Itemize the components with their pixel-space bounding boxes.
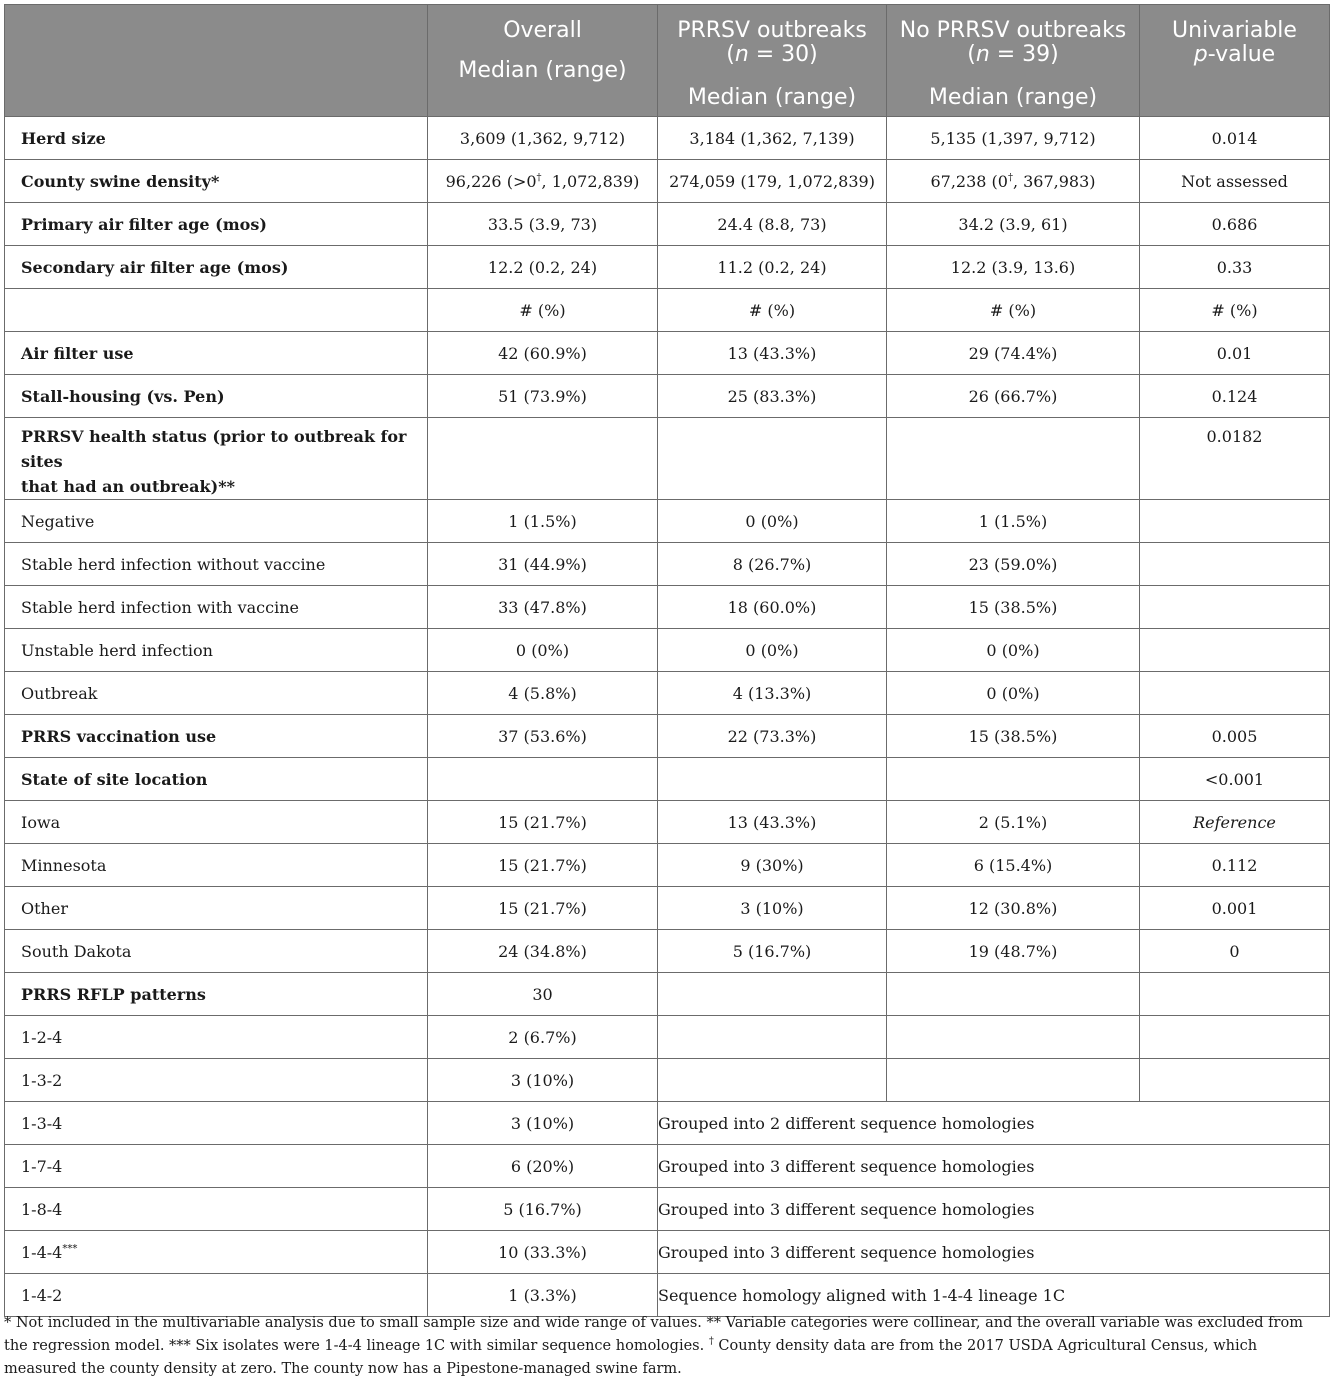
row-label: 1-4-2 bbox=[5, 1274, 428, 1317]
cell-outbreak bbox=[658, 973, 887, 1016]
cell-overall: 24 (34.8%) bbox=[428, 930, 658, 973]
row-1-4-4 bbox=[5, 1231, 1330, 1274]
header-outbreaks-title: PRRSV outbreaks bbox=[677, 18, 867, 43]
cell-outbreak bbox=[658, 1016, 887, 1059]
header-pvalue-suffix: -value bbox=[1207, 42, 1276, 67]
cell-outbreak bbox=[658, 1059, 887, 1102]
cell-no-outbreak bbox=[887, 1016, 1140, 1059]
cell-outbreak: 3,184 (1,362, 7,139) bbox=[658, 117, 887, 160]
row-minnesota bbox=[5, 844, 1330, 887]
cell-no-outbreak bbox=[887, 160, 1140, 203]
row-stable-vax bbox=[5, 586, 1330, 629]
cell-overall: 15 (21.7%) bbox=[428, 887, 658, 930]
cell-no-outbreak: 15 (38.5%) bbox=[887, 715, 1140, 758]
cell-outbreak: 8 (26.7%) bbox=[658, 543, 887, 586]
cell-pvalue bbox=[1140, 586, 1330, 629]
row-air-filter-use bbox=[5, 332, 1330, 375]
cell-no-outbreak: 19 (48.7%) bbox=[887, 930, 1140, 973]
row-label: PRRS vaccination use bbox=[5, 715, 428, 758]
row-1-2-4 bbox=[5, 1016, 1330, 1059]
header-outbreaks-n-var: n bbox=[734, 42, 749, 67]
cell-note: Sequence homology aligned with 1-4-4 lineage 1C bbox=[658, 1274, 1330, 1317]
cell-pvalue bbox=[1140, 1016, 1330, 1059]
row-label bbox=[5, 418, 428, 500]
cell-overall: 1 (1.5%) bbox=[428, 500, 658, 543]
row-1-7-4 bbox=[5, 1145, 1330, 1188]
cell-outbreak: 0 (0%) bbox=[658, 629, 887, 672]
cell-overall: 15 (21.7%) bbox=[428, 844, 658, 887]
cell-overall: 1 (3.3%) bbox=[428, 1274, 658, 1317]
row-outbreak bbox=[5, 672, 1330, 715]
cell-no-outbreak: 29 (74.4%) bbox=[887, 332, 1140, 375]
cell-outbreak: 9 (30%) bbox=[658, 844, 887, 887]
cell-pvalue: 0.005 bbox=[1140, 715, 1330, 758]
cell-overall: 4 (5.8%) bbox=[428, 672, 658, 715]
row-secondary-filter bbox=[5, 246, 1330, 289]
table-footnote bbox=[4, 1312, 1329, 1381]
cell-outbreak: 3 (10%) bbox=[658, 887, 887, 930]
cell-overall: 6 (20%) bbox=[428, 1145, 658, 1188]
cell-overall: 12.2 (0.2, 24) bbox=[428, 246, 658, 289]
cell-outbreak: 24.4 (8.8, 73) bbox=[658, 203, 887, 246]
cell-outbreak: 22 (73.3%) bbox=[658, 715, 887, 758]
cell-pvalue: 0.33 bbox=[1140, 246, 1330, 289]
cell-pvalue: 0.686 bbox=[1140, 203, 1330, 246]
cell-no-outbreak: 0 (0%) bbox=[887, 629, 1140, 672]
cell-no-outbreak: 23 (59.0%) bbox=[887, 543, 1140, 586]
cell-pvalue: 0.01 bbox=[1140, 332, 1330, 375]
row-label: 1-2-4 bbox=[5, 1016, 428, 1059]
header-row bbox=[5, 5, 1330, 117]
row-health-status bbox=[5, 418, 1330, 500]
cell-overall bbox=[428, 758, 658, 801]
cell-pvalue bbox=[1140, 973, 1330, 1016]
row-negative bbox=[5, 500, 1330, 543]
row-1-8-4 bbox=[5, 1188, 1330, 1231]
cell-text: 67,238 (0 bbox=[930, 171, 1008, 191]
row-label-blank bbox=[5, 289, 428, 332]
dagger-mark: † bbox=[1007, 172, 1013, 184]
row-label: County swine density* bbox=[5, 160, 428, 203]
cell-no-outbreak: 1 (1.5%) bbox=[887, 500, 1140, 543]
cell-pvalue bbox=[1140, 1059, 1330, 1102]
cell-text: 96,226 (>0 bbox=[445, 171, 537, 191]
cell-overall: 42 (60.9%) bbox=[428, 332, 658, 375]
header-no-outbreaks-n bbox=[893, 43, 1133, 67]
row-label: Minnesota bbox=[5, 844, 428, 887]
header-no-outbreaks-n-post: = 39) bbox=[989, 42, 1059, 67]
row-label: South Dakota bbox=[5, 930, 428, 973]
cell-overall: 3,609 (1,362, 9,712) bbox=[428, 117, 658, 160]
cell-overall: 30 bbox=[428, 973, 658, 1016]
cell-no-outbreak: 34.2 (3.9, 61) bbox=[887, 203, 1140, 246]
cell-no-outbreak: # (%) bbox=[887, 289, 1140, 332]
row-label: Outbreak bbox=[5, 672, 428, 715]
cell-outbreak: 25 (83.3%) bbox=[658, 375, 887, 418]
row-label-line2: that had an outbreak)** bbox=[21, 477, 235, 496]
cell-pvalue: 0.014 bbox=[1140, 117, 1330, 160]
row-label: 1-3-4 bbox=[5, 1102, 428, 1145]
header-pvalue bbox=[1140, 5, 1330, 117]
row-iowa bbox=[5, 801, 1330, 844]
header-no-outbreaks bbox=[887, 5, 1140, 117]
header-pvalue-sub bbox=[1146, 43, 1323, 67]
dagger-mark: † bbox=[708, 1336, 714, 1348]
cell-no-outbreak: 6 (15.4%) bbox=[887, 844, 1140, 887]
row-label: Secondary air filter age (mos) bbox=[5, 246, 428, 289]
cell-pvalue: <0.001 bbox=[1140, 758, 1330, 801]
row-other bbox=[5, 887, 1330, 930]
cell-no-outbreak bbox=[887, 418, 1140, 500]
header-no-outbreaks-n-var: n bbox=[975, 42, 990, 67]
row-label: Other bbox=[5, 887, 428, 930]
cell-no-outbreak: 15 (38.5%) bbox=[887, 586, 1140, 629]
header-no-outbreaks-sub: Median (range) bbox=[928, 85, 1098, 110]
cell-overall: 31 (44.9%) bbox=[428, 543, 658, 586]
row-herd-size bbox=[5, 117, 1330, 160]
cell-note: Grouped into 3 different sequence homologies bbox=[658, 1188, 1330, 1231]
row-label-text: 1-4-4 bbox=[21, 1242, 63, 1262]
cell-outbreak bbox=[658, 758, 887, 801]
row-stall-housing bbox=[5, 375, 1330, 418]
cell-text: , 367,983) bbox=[1012, 171, 1096, 191]
cell-outbreak: 13 (43.3%) bbox=[658, 801, 887, 844]
cell-pvalue bbox=[1140, 543, 1330, 586]
cell-no-outbreak bbox=[887, 973, 1140, 1016]
cell-overall bbox=[428, 160, 658, 203]
cell-pvalue bbox=[1140, 629, 1330, 672]
cell-overall: 2 (6.7%) bbox=[428, 1016, 658, 1059]
cell-no-outbreak: 0 (0%) bbox=[887, 672, 1140, 715]
row-label: PRRS RFLP patterns bbox=[5, 973, 428, 1016]
cell-outbreak: 4 (13.3%) bbox=[658, 672, 887, 715]
cell-outbreak: 274,059 (179, 1,072,839) bbox=[658, 160, 887, 203]
cell-no-outbreak: 12.2 (3.9, 13.6) bbox=[887, 246, 1140, 289]
row-1-3-2 bbox=[5, 1059, 1330, 1102]
row-county-density bbox=[5, 160, 1330, 203]
row-label: Iowa bbox=[5, 801, 428, 844]
cell-pvalue: 0.0182 bbox=[1140, 418, 1330, 500]
cell-overall: 33.5 (3.9, 73) bbox=[428, 203, 658, 246]
header-blank bbox=[5, 5, 428, 117]
header-outbreaks-sub: Median (range) bbox=[687, 85, 857, 110]
row-label: Stable herd infection with vaccine bbox=[5, 586, 428, 629]
row-unstable bbox=[5, 629, 1330, 672]
cell-overall: 3 (10%) bbox=[428, 1102, 658, 1145]
cell-outbreak: 0 (0%) bbox=[658, 500, 887, 543]
cell-overall: 15 (21.7%) bbox=[428, 801, 658, 844]
cell-no-outbreak bbox=[887, 758, 1140, 801]
row-label: 1-8-4 bbox=[5, 1188, 428, 1231]
row-label: State of site location bbox=[5, 758, 428, 801]
header-overall-sub: Median (range) bbox=[458, 58, 627, 83]
row-south-dakota bbox=[5, 930, 1330, 973]
cell-outbreak: 18 (60.0%) bbox=[658, 586, 887, 629]
row-primary-filter bbox=[5, 203, 1330, 246]
row-label bbox=[5, 1231, 428, 1274]
cell-overall: 0 (0%) bbox=[428, 629, 658, 672]
header-no-outbreaks-n-pre: ( bbox=[967, 42, 976, 67]
row-rflp bbox=[5, 973, 1330, 1016]
header-overall bbox=[428, 5, 658, 117]
cell-pvalue bbox=[1140, 500, 1330, 543]
footnote-text: * Not included in the multivariable analysis due to small sample size and wide range of values. ** Variable categories were collinear, and the overall variable was excluded from the regression model. *** Six isolates were 1-4-4 lineage 1C with similar sequence homologies. bbox=[4, 1315, 1303, 1354]
cell-outbreak: 13 (43.3%) bbox=[658, 332, 887, 375]
header-pvalue-p: p bbox=[1193, 42, 1208, 67]
data-table bbox=[4, 4, 1330, 1317]
dagger-mark: † bbox=[536, 172, 542, 184]
cell-overall: 5 (16.7%) bbox=[428, 1188, 658, 1231]
cell-pvalue: Reference bbox=[1140, 801, 1330, 844]
row-label: Primary air filter age (mos) bbox=[5, 203, 428, 246]
header-outbreaks bbox=[658, 5, 887, 117]
header-no-outbreaks-title: No PRRSV outbreaks bbox=[899, 18, 1127, 43]
row-1-3-4 bbox=[5, 1102, 1330, 1145]
row-stable-no-vax bbox=[5, 543, 1330, 586]
header-pvalue-title: Univariable bbox=[1172, 18, 1297, 43]
cell-overall: 51 (73.9%) bbox=[428, 375, 658, 418]
row-label: Herd size bbox=[5, 117, 428, 160]
cell-overall bbox=[428, 418, 658, 500]
row-label: Air filter use bbox=[5, 332, 428, 375]
cell-pvalue: 0.112 bbox=[1140, 844, 1330, 887]
cell-pvalue bbox=[1140, 672, 1330, 715]
cell-pvalue: 0 bbox=[1140, 930, 1330, 973]
footnote-text: County density data are from the 2017 USDA Agricultural Census, which measured the county density at zero. The county now has a Pipestone-managed swine farm. bbox=[4, 1338, 1258, 1377]
cell-outbreak: 11.2 (0.2, 24) bbox=[658, 246, 887, 289]
cell-pvalue: # (%) bbox=[1140, 289, 1330, 332]
cell-pvalue: 0.124 bbox=[1140, 375, 1330, 418]
row-label: Stall-housing (vs. Pen) bbox=[5, 375, 428, 418]
row-label-line1: PRRSV health status (prior to outbreak for sites bbox=[21, 427, 407, 471]
row-vaccination-use bbox=[5, 715, 1330, 758]
cell-no-outbreak: 2 (5.1%) bbox=[887, 801, 1140, 844]
row-label: 1-7-4 bbox=[5, 1145, 428, 1188]
row-label: Unstable herd infection bbox=[5, 629, 428, 672]
cell-text: , 1,072,839) bbox=[541, 171, 640, 191]
cell-pvalue: 0.001 bbox=[1140, 887, 1330, 930]
cell-outbreak bbox=[658, 418, 887, 500]
cell-no-outbreak: 5,135 (1,397, 9,712) bbox=[887, 117, 1140, 160]
cell-overall: # (%) bbox=[428, 289, 658, 332]
cell-note: Grouped into 3 different sequence homologies bbox=[658, 1145, 1330, 1188]
header-outbreaks-n-post: = 30) bbox=[748, 42, 818, 67]
cell-no-outbreak bbox=[887, 1059, 1140, 1102]
cell-note: Grouped into 2 different sequence homologies bbox=[658, 1102, 1330, 1145]
header-outbreaks-n bbox=[664, 43, 880, 67]
cell-no-outbreak: 12 (30.8%) bbox=[887, 887, 1140, 930]
cell-no-outbreak: 26 (66.7%) bbox=[887, 375, 1140, 418]
cell-outbreak: 5 (16.7%) bbox=[658, 930, 887, 973]
row-label: Negative bbox=[5, 500, 428, 543]
cell-overall: 10 (33.3%) bbox=[428, 1231, 658, 1274]
cell-note: Grouped into 3 different sequence homologies bbox=[658, 1231, 1330, 1274]
cell-overall: 3 (10%) bbox=[428, 1059, 658, 1102]
footnote-mark: *** bbox=[62, 1243, 78, 1255]
cell-pvalue: Not assessed bbox=[1140, 160, 1330, 203]
cell-overall: 37 (53.6%) bbox=[428, 715, 658, 758]
row-label: 1-3-2 bbox=[5, 1059, 428, 1102]
header-overall-title: Overall bbox=[503, 18, 582, 43]
cell-outbreak: # (%) bbox=[658, 289, 887, 332]
row-label: Stable herd infection without vaccine bbox=[5, 543, 428, 586]
row-state bbox=[5, 758, 1330, 801]
row-1-4-2 bbox=[5, 1274, 1330, 1317]
row-pct-header bbox=[5, 289, 1330, 332]
cell-overall: 33 (47.8%) bbox=[428, 586, 658, 629]
header-outbreaks-n-pre: ( bbox=[726, 42, 735, 67]
